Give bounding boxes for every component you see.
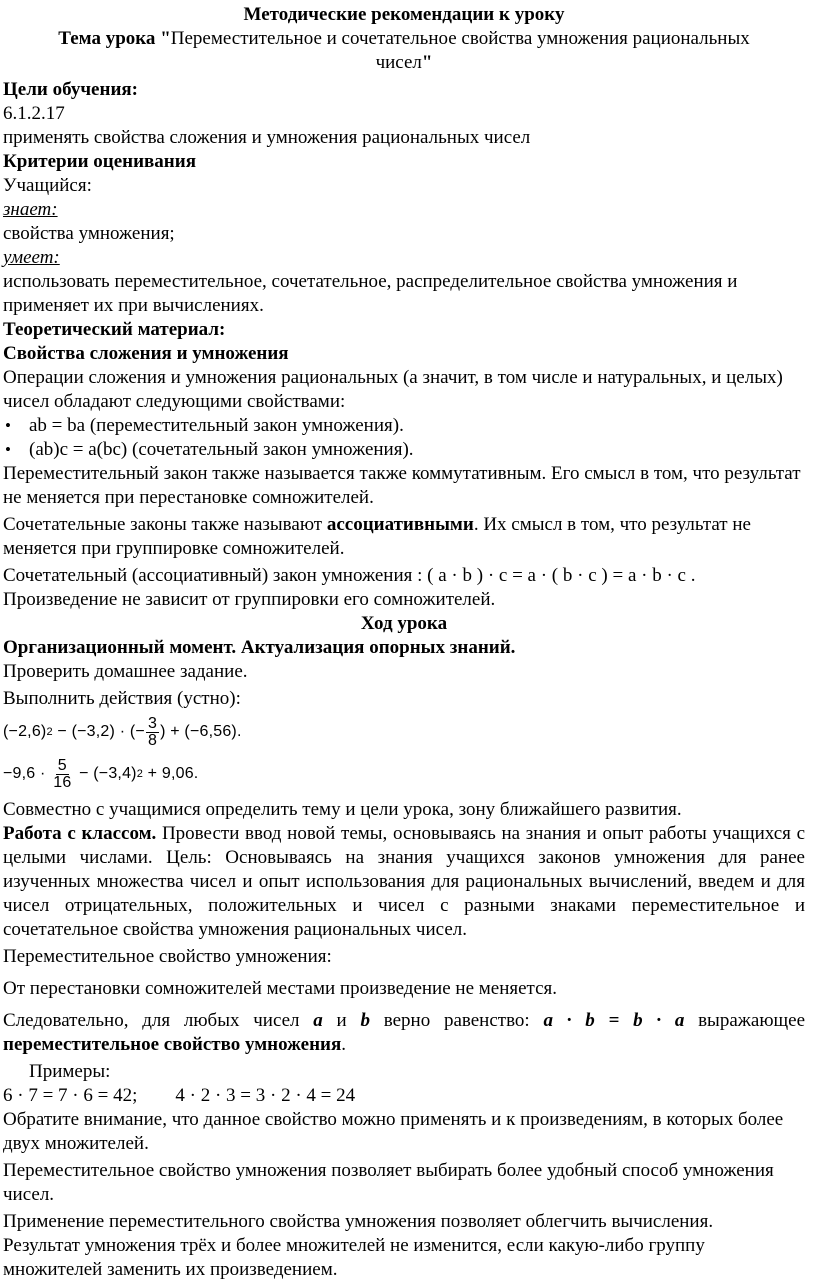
class-work-text: Провести ввод новой темы, основываясь на знания и опыт работы учащихся с целыми числами. Цель: Основываясь на знания учащихся законов умножения для ранее изученных множества чисел и опыт использования для рациональных вычислений, введем и для чисел отрицательных, положительных и чисел с разными знаками переместительное и сочетательное свойства умножения рациональных чисел.: [3, 823, 806, 940]
note-4: Результат умножения трёх и более множителей не изменится, если какую-либо группу множителей заменить их произведением.: [3, 1235, 705, 1280]
formula1-denominator: 8: [147, 731, 158, 749]
topic-text-line1: Переместительное и сочетательное свойства умножения рациональных: [170, 28, 750, 49]
variable-a: a: [313, 1010, 323, 1031]
hence-end: .: [341, 1034, 347, 1055]
associative-formula: Сочетательный (ассоциативный) закон умножения : ( a · b ) · c = a · ( b · c ) = a · b · c .: [3, 565, 696, 586]
class-work-label: Работа с классом.: [3, 823, 157, 844]
formula2-fraction: [51, 758, 73, 791]
oral-task: Выполнить действия (устно):: [3, 688, 241, 709]
lesson-topic: [3, 27, 805, 75]
formula2-part3: + 9,06.: [143, 765, 199, 782]
goals-code: 6.1.2.17: [3, 103, 65, 124]
hence-bold-term: переместительное свойство умножения: [3, 1034, 342, 1055]
associative-text-after: . Их смысл в том, что результат не меняется при группировке сомножителей.: [3, 514, 751, 559]
note-3: Применение переместительного свойства умножения позволяет облегчить вычисления.: [3, 1211, 714, 1232]
define-topic: Совместно с учащимися определить тему и цели урока, зону ближайшего развития.: [3, 799, 682, 820]
org-heading: Организационный момент. Актуализация опорных знаний.: [3, 637, 516, 658]
criteria-knows-label: знает:: [3, 199, 58, 220]
formula2-numerator: 5: [57, 756, 67, 774]
formula1-numerator: 3: [147, 714, 158, 732]
formula2-part1: −9,6 ·: [3, 765, 51, 782]
note-1: Обратите внимание, что данное свойство можно применять и к произведениям, в которых более двух множителей.: [3, 1109, 784, 1154]
theory-heading: Теоретический материал:: [3, 319, 226, 340]
formula1-part3: ) + (−6,56).: [160, 723, 242, 740]
formula1-fraction: [146, 716, 159, 749]
associative-note: Произведение не зависит от группировки его сомножителей.: [3, 589, 496, 610]
commutative-description: Переместительный закон также называется также коммутативным. Его смысл в том, что результат не меняется при перестановке сомножителей.: [3, 463, 801, 508]
criteria-can-label: умеет:: [3, 247, 60, 268]
topic-text-line2: чисел: [375, 52, 422, 73]
topic-label: Тема урока: [58, 28, 161, 49]
criteria-student: Учащийся:: [3, 175, 92, 196]
formula1-part1: (−2,6): [3, 723, 47, 740]
criteria-knows-line: [3, 198, 805, 222]
variable-b: b: [360, 1010, 370, 1031]
goals-text: применять свойства сложения и умножения рациональных чисел: [3, 127, 531, 148]
commutative-heading: Переместительное свойство умножения:: [3, 946, 332, 967]
theory-intro: Операции сложения и умножения рациональных (а значит, в том числе и натуральных, и целых) чисел обладают следующими свойствами:: [3, 367, 783, 412]
associative-description: [3, 513, 805, 561]
formula2-part2: − (−3,4): [74, 765, 137, 782]
theory-subheading: Свойства сложения и умножения: [3, 343, 289, 364]
formula2-denominator: 16: [53, 773, 72, 791]
hence-paragraph: [3, 1009, 805, 1057]
note-2: Переместительное свойство умножения позволяет выбирать более удобный способ умножения чисел.: [3, 1160, 774, 1205]
goals-heading: Цели обучения:: [3, 79, 138, 100]
example-1: 6 · 7 = 7 · 6 = 42;: [3, 1085, 138, 1106]
check-homework: Проверить домашнее задание.: [3, 661, 248, 682]
example-2: 4 · 2 · 3 = 3 · 2 · 4 = 24: [175, 1085, 356, 1106]
examples-line: [3, 1084, 805, 1108]
criteria-knows-text: свойства умножения;: [3, 223, 175, 244]
criteria-can-text: использовать переместительное, сочетательное, распределительное свойства умножения и применяет их при вычислениях.: [3, 271, 738, 316]
commutative-equality: a · b = b · a: [543, 1010, 685, 1031]
commutative-rule: От перестановки сомножителей местами произведение не меняется.: [3, 978, 558, 999]
formula1-part2: − (−3,2) · (−: [52, 723, 145, 740]
examples-title: Примеры:: [29, 1061, 111, 1082]
lesson-heading: Ход урока: [360, 613, 448, 634]
hence-text-3: выражающее: [684, 1010, 806, 1031]
document-title: Методические рекомендации к уроку: [243, 4, 565, 25]
class-work-paragraph: [3, 822, 805, 942]
hence-and: и: [322, 1010, 361, 1031]
associative-bold-term: ассоциативными: [326, 514, 474, 535]
list-item: • ab = ba (переместительный закон умножения).: [29, 414, 805, 438]
topic-close-quote: ": [421, 52, 433, 73]
hence-text-1: Следовательно, для любых чисел: [3, 1010, 314, 1031]
hence-text-2: верно равенство:: [369, 1010, 544, 1031]
associative-text-before: Сочетательные законы также называют: [3, 514, 327, 535]
criteria-heading: Критерии оценивания: [3, 151, 196, 172]
properties-list: [3, 414, 805, 462]
exercise-formula-1: (−2,6) 2 − (−3,2) · (− $\frac{3}{8}$ ) + (−6,56).: [3, 714, 242, 749]
list-item: • (ab)c = a(bc) (сочетательный закон умножения).: [29, 438, 805, 462]
exercise-formula-2: −9,6 · $\frac{5}{16}$ − (−3,4) 2 + 9,06.: [3, 756, 199, 791]
topic-open-quote: ": [160, 28, 171, 49]
criteria-can-line: [3, 246, 805, 270]
